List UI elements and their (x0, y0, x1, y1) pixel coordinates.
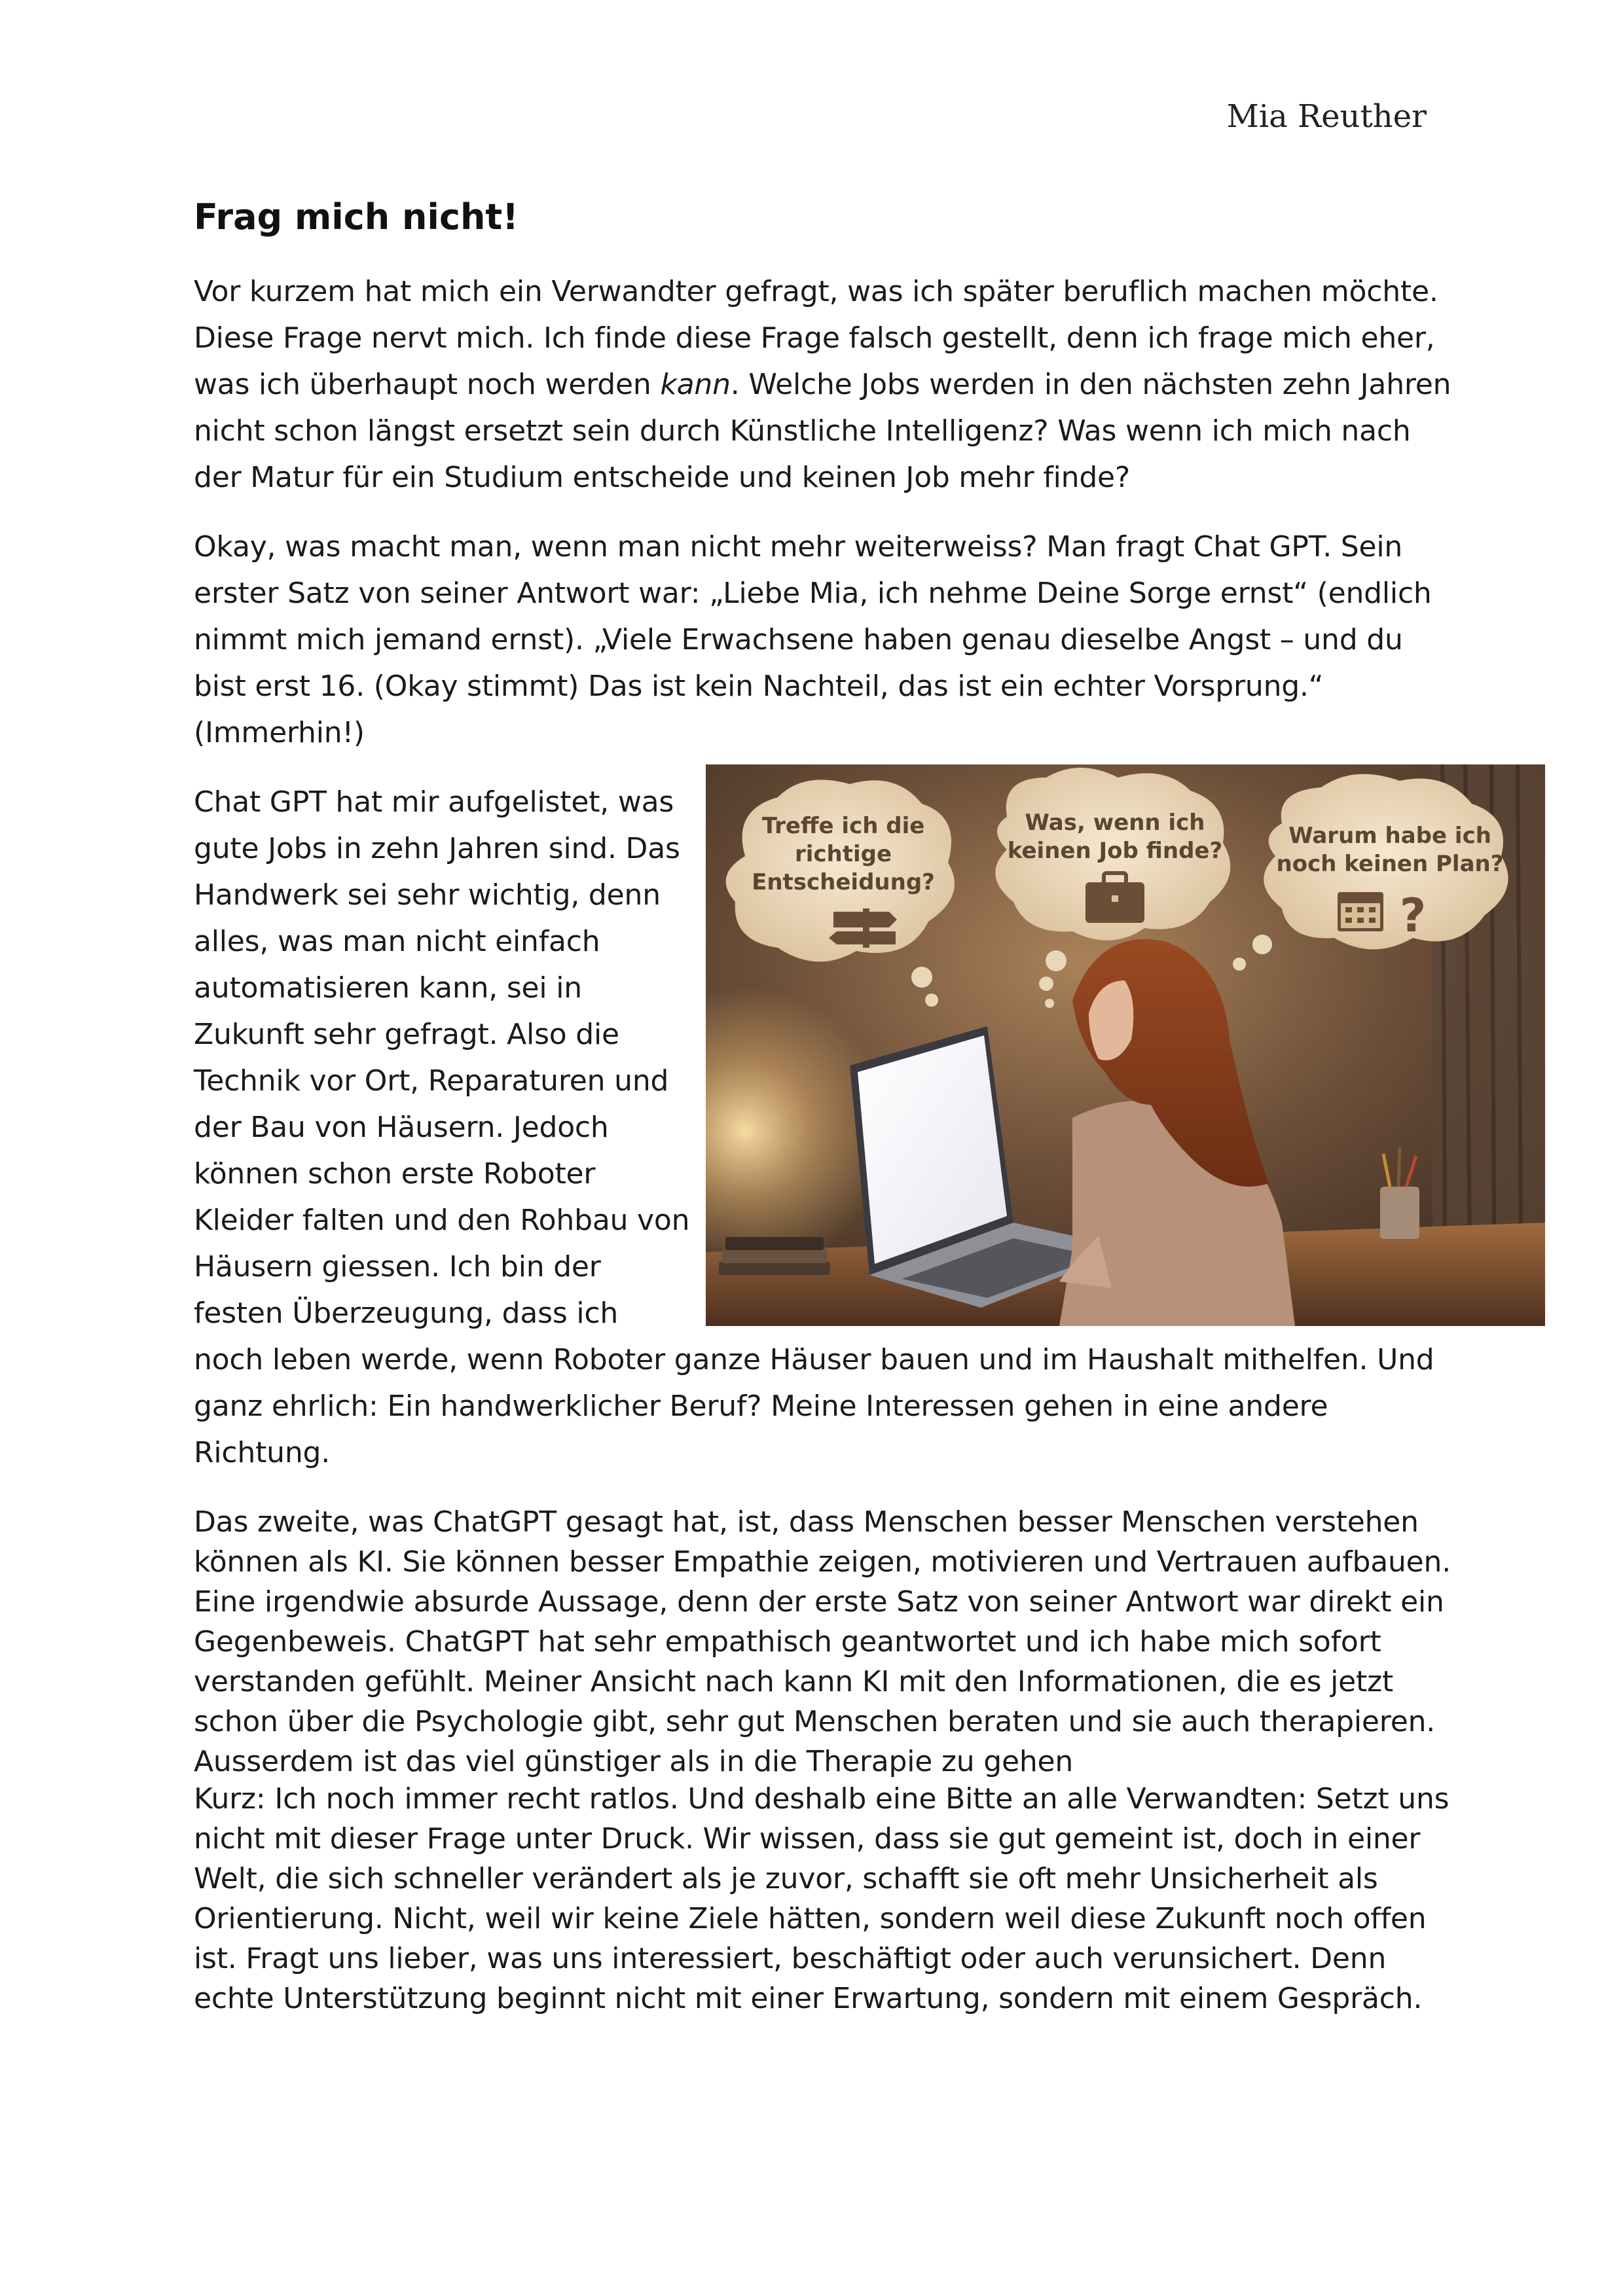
bubble-2-line-2: keinen Job finde? (1007, 838, 1223, 864)
text-line: nimmt mich jemand ernst). „Viele Erwachsene haben genau dieselbe Angst – und du (194, 623, 1403, 656)
bubble-1-line-1: Treffe ich die (761, 813, 925, 839)
illustration-girl-at-laptop (706, 764, 1545, 1326)
text-line: schon über die Psychologie gibt, sehr gut Menschen beraten und sie auch therapieren. (194, 1705, 1436, 1738)
text-line: festen Überzeugung, dass ich (194, 1297, 619, 1330)
text-line: Ausserdem ist das viel günstiger als in die Therapie zu gehen (194, 1745, 1074, 1778)
emphasized-word: kann (660, 368, 731, 401)
text-line: Kurz: Ich noch immer recht ratlos. Und deshalb eine Bitte an alle Verwandten: Setzt uns (194, 1782, 1450, 1816)
text-line: automatisieren kann, sei in (194, 971, 582, 1005)
text-line: noch leben werde, wenn Roboter ganze Häuser bauen und im Haushalt mithelfen. Und (194, 1343, 1434, 1376)
text-line: Okay, was macht man, wenn man nicht mehr weiterweiss? Man fragt Chat GPT. Sein (194, 530, 1403, 564)
text-run: was ich überhaupt noch werden (194, 368, 661, 401)
bubble-3-line-2: noch keinen Plan? (1276, 851, 1504, 877)
text-line (194, 361, 1451, 408)
bubble-3-line-1: Warum habe ich (1288, 823, 1491, 849)
author-name: Mia Reuther (1226, 98, 1427, 135)
text-line: echte Unterstützung beginnt nicht mit einer Erwartung, sondern mit einem Gespräch. (194, 1982, 1423, 2015)
calendar-icon (1338, 892, 1383, 931)
books (719, 1237, 830, 1275)
text-line: Orientierung. Nicht, weil wir keine Ziele hätten, sondern weil diese Zukunft noch offen (194, 1902, 1427, 1935)
article-title: Frag mich nicht! (194, 196, 519, 238)
text-line: Technik vor Ort, Reparaturen und (194, 1064, 669, 1098)
paragraph-2 (194, 524, 1438, 756)
illustration-svg (706, 764, 1545, 1326)
text-line: Das zweite, was ChatGPT gesagt hat, ist, dass Menschen besser Menschen verstehen (194, 1505, 1419, 1539)
paragraph-1 (194, 268, 1451, 501)
text-line: können als KI. Sie können besser Empathie zeigen, motivieren und Vertrauen aufbauen. (194, 1545, 1451, 1579)
text-line: der Matur für ein Studium entscheide und keinen Job mehr finde? (194, 461, 1131, 494)
thought-dot (1039, 977, 1053, 991)
paragraph-4 (194, 1502, 1451, 1782)
text-line: alles, was man nicht einfach (194, 925, 600, 958)
text-line: können schon erste Roboter (194, 1157, 596, 1191)
text-line: bist erst 16. (Okay stimmt) Das ist kein Nachteil, das ist ein echter Vorsprung.“ (194, 670, 1324, 703)
text-line: verstanden gefühlt. Meiner Ansicht nach kann KI mit den Informationen, die es jetzt (194, 1665, 1394, 1698)
thought-dot (911, 967, 932, 988)
thought-dot (925, 994, 938, 1007)
text-line: Richtung. (194, 1436, 331, 1469)
text-line: (Immerhin!) (194, 716, 365, 749)
text-run: . Welche Jobs werden in den nächsten zehn Jahren (730, 368, 1451, 401)
thought-dot (1046, 950, 1067, 971)
text-line: erster Satz von seiner Antwort war: „Liebe Mia, ich nehme Deine Sorge ernst“ (endlich (194, 577, 1432, 610)
text-line: nicht schon längst ersetzt sein durch Künstliche Intelligenz? Was wenn ich mich nach (194, 414, 1411, 448)
text-line: Zukunft sehr gefragt. Also die (194, 1018, 619, 1051)
pencil-cup (1380, 1147, 1419, 1239)
text-line: Häusern giessen. Ich bin der (194, 1250, 601, 1283)
thought-dot (1252, 935, 1272, 954)
text-line: ist. Fragt uns lieber, was uns interessiert, beschäftigt oder auch verunsichert. Denn (194, 1942, 1387, 1975)
text-line: Kleider falten und den Rohbau von (194, 1204, 690, 1237)
text-line: Diese Frage nervt mich. Ich finde diese Frage falsch gestellt, denn ich frage mich eher, (194, 321, 1435, 355)
bubble-1-line-3: Entscheidung? (752, 869, 935, 895)
bubble-2-line-1: Was, wenn ich (1025, 810, 1205, 836)
text-line: ganz ehrlich: Ein handwerklicher Beruf? Meine Interessen gehen in eine andere (194, 1390, 1328, 1423)
text-line: Welt, die sich schneller verändert als je zuvor, schafft sie oft mehr Unsicherheit als (194, 1862, 1378, 1895)
text-line: nicht mit dieser Frage unter Druck. Wir wissen, dass sie gut gemeint ist, doch in einer (194, 1822, 1421, 1856)
thought-dot (1233, 958, 1246, 971)
text-line: Eine irgendwie absurde Aussage, denn der erste Satz von seiner Antwort war direkt ein (194, 1585, 1444, 1619)
question-mark-icon: ? (1399, 889, 1427, 942)
thought-dot (1045, 999, 1054, 1008)
text-line: gute Jobs in zehn Jahren sind. Das (194, 832, 680, 865)
text-line: Gegenbeweis. ChatGPT hat sehr empathisch geantwortet und ich habe mich sofort (194, 1625, 1381, 1659)
text-line: Handwerk sei sehr wichtig, denn (194, 878, 661, 912)
text-line: der Bau von Häusern. Jedoch (194, 1111, 609, 1144)
text-line: Chat GPT hat mir aufgelistet, was (194, 785, 674, 819)
bubble-1-line-2: richtige (794, 841, 892, 867)
thought-bubble-2 (995, 768, 1230, 941)
text-line: Vor kurzem hat mich ein Verwandter gefragt, was ich später beruflich machen möchte. (194, 275, 1438, 308)
paragraph-5 (194, 1779, 1450, 2018)
